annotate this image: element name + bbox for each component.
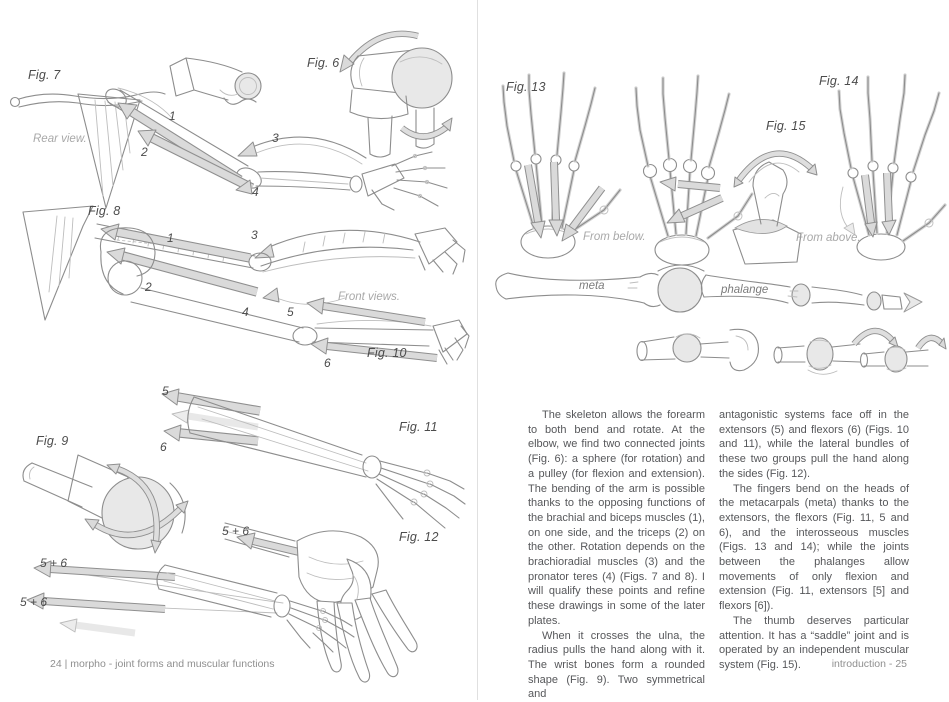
phalange-bone-label: phalange xyxy=(721,284,769,296)
fig8-marker-3: 3 xyxy=(251,228,258,242)
fig11-marker-5: 5 xyxy=(162,384,169,398)
fig13-label: Fig. 13 xyxy=(506,80,546,94)
bottom-arrow-5plus6-bottom xyxy=(27,593,165,609)
fig7-marker-4: 4 xyxy=(252,185,259,199)
fig11-marker-6: 6 xyxy=(160,440,167,454)
paragraph: The thumb deserves particular attention. It has a “saddle” joint and is operated by an independent muscular system (Fig. 15). xyxy=(719,614,909,671)
fig7-arrow-2 xyxy=(138,130,252,188)
fig11-label: Fig. 11 xyxy=(399,420,438,434)
fig6-label: Fig. 6 xyxy=(307,56,340,70)
from-above-caption: From above. xyxy=(796,232,861,244)
fig15-thumb-saddle-joint-drawing xyxy=(725,138,825,265)
humerus-end-drawing xyxy=(150,38,290,138)
fig13b-lateral-arrows xyxy=(660,177,722,223)
fig8-marker-1: 1 xyxy=(167,231,174,245)
text-column-2 xyxy=(719,408,909,673)
fig10-marker-5: 5 xyxy=(287,305,294,319)
fig7-label: Fig. 7 xyxy=(28,68,61,82)
fig10-label: Fig. 10 xyxy=(367,346,407,360)
fig8-marker-4: 4 xyxy=(242,305,249,319)
from-below-caption: From below. xyxy=(583,231,646,243)
joint-mechanisms-drawing xyxy=(632,318,932,380)
fig9-label: Fig. 9 xyxy=(36,434,69,448)
paragraph: The skeleton allows the forearm to both bend and rotate. At the elbow, we find two connected joints (Fig. 6): a sphere (for rotation) and a pulley (for flexion and extension). The bending of the arm is possible thanks to the opposing functions of the brachial and biceps muscles (1), on one side, and the triceps (2) on the other. Rotation depends on the brachioradial muscles (3) and the pronator teres (4) (Figs. 7 and 8). I will qualify these points and refine these drawings in some of the later plates. xyxy=(528,409,705,627)
paragraph: antagonistic systems face off in the extensors (5) and flexors (6) (Figs. 10 and 11), while the lateral bundles of these two groups pull the hand along the sides (Fig. 12). xyxy=(719,409,909,480)
paragraph: The fingers bend on the heads of the metacarpals (meta) thanks to the extensors, the flexors (Fig. 11, 5 and 6), and the interosseous muscles (Figs. 13 and 14); while the joints between the phalanges allow movements of only flexion and extension (Fig. 11, extensors [5] and flexors [6]). xyxy=(719,482,909,613)
bottom-marker-5plus6-top: 5 + 6 xyxy=(40,556,68,570)
fig12-label: Fig. 12 xyxy=(399,530,439,544)
page-gutter xyxy=(477,0,478,700)
text-column-1 xyxy=(528,408,705,702)
fig7-marker-1: 1 xyxy=(169,109,176,123)
rear-view-caption: Rear view. xyxy=(33,133,87,145)
fig6-elbow-joint-drawing xyxy=(318,18,470,168)
right-page-footer: introduction - 25 xyxy=(831,658,907,670)
fig15-label: Fig. 15 xyxy=(766,119,806,133)
fig14-extensor-arrows xyxy=(865,173,896,237)
front-views-caption: Front views. xyxy=(338,291,400,303)
finger-bone-chain-drawing xyxy=(490,253,920,320)
fig10-marker-6: 6 xyxy=(324,356,331,370)
fig6-pronation-arrow xyxy=(402,118,452,137)
left-page-footer: 24 | morpho - joint forms and muscular functions xyxy=(50,658,275,670)
meta-bone-label: meta xyxy=(579,280,605,292)
fig8-label: Fig. 8 xyxy=(88,204,121,218)
fig7-marker-2: 2 xyxy=(141,145,148,159)
bottom-marker-5plus6-bottom: 5 + 6 xyxy=(20,595,48,609)
pulley-joint-study-2 xyxy=(861,338,947,372)
fig14-label: Fig. 14 xyxy=(819,74,859,88)
fig7-marker-3: 3 xyxy=(272,131,279,145)
fig15-rotation-arrow xyxy=(734,154,817,187)
paragraph: When it crosses the ulna, the radius pulls the hand along with it. The wrist bones form a rounded shape (Fig. 9). Two symmetrical and xyxy=(528,629,705,701)
fig12-marker-5plus6: 5 + 6 xyxy=(222,524,250,538)
fig8-marker-2: 2 xyxy=(145,280,152,294)
fig11-arrow-5 xyxy=(162,389,260,411)
ball-socket-joint-study xyxy=(637,329,758,370)
